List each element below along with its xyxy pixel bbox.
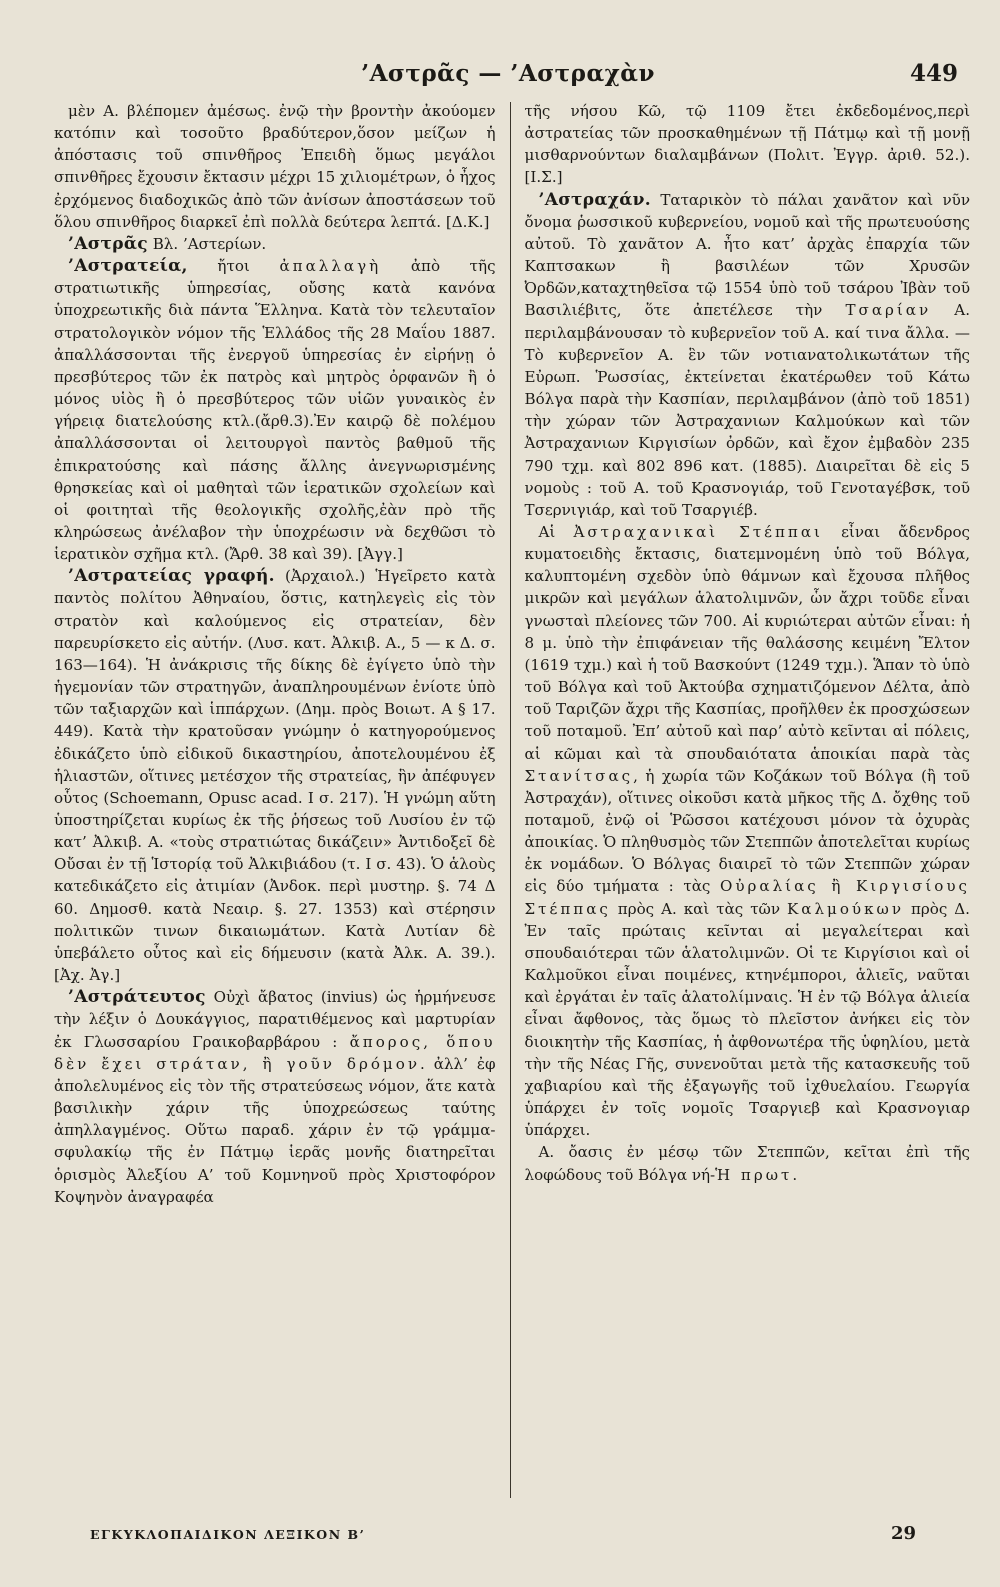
- entry-text: εἶναι ἄδενδρος κυματοειδὴς ἔκτασις, διατεμνομένη ὑπὸ τοῦ Βόλγα, καλυπτομένη σχεδὸν ὑπὸ θάμνων καὶ ἔχουσα πλῆθος μικρῶν καὶ μεγάλων ἁλατολιμνῶν, ὧν ἄχρι τοῦδε εἶναι γνωσταὶ πλείονες τῶν 700. Αἱ κυριώτεραι αὐτῶν εἶναι: ἡ 8 μ. ὑπὸ τὴν ἐπιφάνειαν τῆς θαλάσσης κειμένη Ἔλτον (1619 τχμ.) καὶ ἡ τοῦ Βασκούντ (1249 τχμ.). Ἅπαν τὸ ὑπὸ τοῦ Βόλγα καὶ τοῦ Ἀκτούβα σχηματιζόμενον Δέλτα, ἀπὸ τοῦ Ταριζῶν ἄχρι τῆς Κασπίας, προῆλθεν ἐκ προσχώσεων τοῦ ποταμοῦ. Ἐπ’ αὐτοῦ καὶ παρ’ αὐτὸ κεῖνται αἱ πόλεις, αἱ κῶμαι καὶ τὰ σπουδαιότατα ἁποικίαι παρὰ τὰς: [524, 522, 970, 763]
- paragraph: [525, 100, 970, 189]
- entry-text: Ταταρικὸν τὸ πάλαι χανᾶτον καὶ νῦν ὄνομα ῥωσσικοῦ κυβερνείου, νομοῦ καὶ τῆς πρωτευούσης αὐτοῦ. Τὸ χανᾶτον Α. ἦτο κατ’ ἀρχὰς ἐπαρχία τῶν Καπτσακων ἢ βασιλέων τῶν Χρυσῶν Ὀρδῶν,καταχτηθεῖσα τῷ 1554 ὑπὸ τοῦ τσάρου Ἰβὰν τοῦ Βασιλιέβιτς, ὅτε ἀπετέλεσε τὴν: [524, 190, 970, 320]
- entry-text: (Ἀρχαιολ.) Ἡγεῖρετο κατὰ παντὸς πολίτου Ἀθηναίου, ὅστις, κατηλεγεὶς εἰς τὸν στρατὸν καὶ καλούμενος εἰς στρατείαν, δὲν παρευρίσκετο εἰς αὐτήν. (Λυσ. κατ. Ἀλκιβ. Α., 5 — κ Δ. σ. 163—164). Ἡ ἀνάκρισις τῆς δίκης δὲ ἐγίγετο ὑπὸ τὴν ἡγεμονίαν τῶν στρατηγῶν, ἀναπληρουμένων ἐνίοτε ὑπὸ τῶν ταξιαρχῶν καὶ ἱππάρχων. (Δημ. πρὸς Βοιωτ. Α § 17. 449). Κατὰ τὴν κρατοῦσαν γνώμην ὁ κατηγορούμενος ἐδικάζετο ὑπὸ εἰδικοῦ δικαστηρίου, ἀποτελουμένου ἐξ ἡλιαστῶν, οἵτινες μετέσχον τῆς στρατείας, ἣν ἀπέφυγεν οὗτος (Schoemann, Opusc acad. I σ. 217). Ἡ γνώμη αὕτη ὑποστηρίζεται κυρίως ἐκ τῆς ῥήσεως τοῦ Λυσίου ἐν τῷ κατ’ Ἀλκιβ. Α. «τοὺς στρατιώτας δικάζειν» Ἀντιδοξεῖ δὲ Οὔσαι ἐν τῇ Ἱστορίᾳ τοῦ Ἀλκιβιάδου (τ. Ι σ. 43). Ὁ ἁλοὺς κατεδικάζετο εἰς ἀτιμίαν (Ἀνδοκ. περὶ μυστηρ. §. 74 Δ 60. Δημοσθ. κατὰ Νεαιρ. §. 27. 1353) καὶ στέρησιν πολιτικῶν τινων δικαιωμάτων. Κατὰ Λυτίαν δὲ ὑπεβάλετο οὗτος καὶ εἰς δήμευσιν (κατὰ Ἀλκ. Α. 39.). [Ἀχ. Ἀγ.]: [54, 567, 496, 985]
- paragraph: [54, 233, 496, 255]
- paragraph: [525, 189, 970, 521]
- entry-headword: ’Αστρᾶς: [68, 233, 148, 254]
- entry-text: , ἡ χωρία τῶν Κοζάκων τοῦ Βόλγα (ἢ τοῦ Ἀστραχάν), οἵτινες οἰκοῦσι κατὰ μῆκος τῆς Δ. ὄχθης τοῦ ποταμοῦ, ἐνῷ οἱ Ῥῶσσοι κατέχουσι μόνον τὰ ὀχυρὰς ἀποικίας. Ὁ πληθυσμὸς τῶν Στεππῶν ἀποτελεῖται κυρίως ἐκ νομάδων. Ὁ Βόλγας διαιρεῖ τὸ τῶν Στεππῶν χώραν εἰς δύο τμήματα : τὰς: [524, 766, 970, 896]
- spaced-emphasis: Οὐραλίας ἢ Κιργισίους Στέππας: [524, 877, 970, 918]
- entry-headword: ’Αστρατεία,: [68, 256, 188, 277]
- spaced-emphasis: Ἀστραχανικαὶ Στέππαι: [573, 522, 823, 541]
- entry-text: . ἀλλ’ ἐφ ἀπολελυμένος εἰς τὸν τῆς στρατεύσεως νόμον, ἅτε κατὰ βασιλικὴν χάριν τῆς ὑποχρεώσεως ταύτης ἀπηλλαγμένος. Οὕτω παραδ. χάριν ἐν τῷ γράμμα-σφυλακίῳ τῆς ἐν Πάτμῳ ἱερᾶς μονῆς διατηρεῖται ὁρισμὸς Ἀλεξίου Α’ τοῦ Κομνηνοῦ πρὸς Χριστοφόρον Κοψηνὸν ἀναγραφέα: [54, 1054, 496, 1206]
- entry-text: Αἱ: [538, 522, 574, 541]
- spaced-emphasis: Στανίτσας: [524, 766, 634, 785]
- paragraph: [54, 255, 496, 565]
- running-title: ’Αστρᾶς — ’Αστραχὰν: [361, 60, 655, 87]
- entry-text: Βλ. ’Αστερίων.: [147, 234, 267, 253]
- paragraph: [54, 565, 496, 986]
- entry-text: τῆς νήσου Κῶ, τῷ 1109 ἔτει ἐκδεδομένος,περὶ ἀστρατείας τῶν προσκαθημένων τῇ Πάτμῳ καὶ τῇ μονῇ μισθαρνούντων διαλαμβάνων (Πολιτ. Ἐγγρ. ἀριθ. 52.). [Ι.Σ.]: [524, 102, 970, 187]
- page-header: [54, 60, 962, 94]
- page-footer: [54, 1523, 962, 1555]
- text-columns: [54, 100, 970, 1520]
- right-column: [511, 100, 970, 1520]
- spaced-emphasis: Τσαρίαν: [845, 301, 932, 320]
- entry-headword: ’Αστράτευτος: [68, 987, 206, 1008]
- entry-text: Οὐχὶ ἄβατος (invius) ὡς ἡρμήνευσε τὴν λέξιν ὁ Δουκάγγιος, παρατιθέμενος καὶ μαρτυρίαν ἐκ Γλωσσαρίου Γραικοβαρβάρου :: [54, 988, 496, 1051]
- spaced-emphasis: ἀπαλλαγὴ: [279, 257, 382, 276]
- entry-text: Α. ὄασις ἐν μέσῳ τῶν Στεππῶν, κεῖται ἐπὶ τῆς λοφώδους τοῦ Βόλγα νή-: [524, 1143, 970, 1184]
- entry-text: πρὸς Α. καὶ τὰς τῶν: [610, 899, 787, 918]
- entry-headword: ’Αστραχάν.: [538, 189, 651, 210]
- spaced-emphasis: Ἡ πρωτ.: [715, 1165, 801, 1184]
- entry-text: ἤτοι: [187, 257, 280, 276]
- entry-text: Α. περιλαμβάνουσαν τὸ κυβερνεῖον τοῦ Α. καί τινα ἄλλα. —Τὸ κυβερνεῖον Α. ἓν τῶν νοτιανατολικωτάτων τῆς Εὐρωπ. Ῥωσσίας, ἐκτείνεται ἑκατέρωθεν τοῦ Κάτω Βόλγα παρὰ τὴν Κασπίαν, περιλαμβάνον (ἀπὸ τοῦ 1851) τὴν χώραν τῶν Ἀστραχανιων Καλμούκων καὶ τῶν Ἀστραχανιων Κιργισίων ὀρδῶν, καὶ ἔχον ἐμβαδὸν 235 790 τχμ. καὶ 802 896 κατ. (1885). Διαιρεῖται δὲ εἰς 5 νομοὺς : τοῦ Α. τοῦ Κρασνογιάρ, τοῦ Γενοταγέβσκ, τοῦ Τσερνιγιάρ, καὶ τοῦ Τσαργιέβ.: [524, 301, 970, 519]
- entry-headword: ’Αστρατείας γραφή.: [68, 566, 275, 587]
- paragraph: [525, 521, 970, 1141]
- paragraph: [525, 1141, 970, 1185]
- page-number: 449: [909, 60, 958, 87]
- left-column: [54, 100, 510, 1520]
- footer-signature: ΕΓΚΥΚΛΟΠΑΙΔΙΚΟΝ ΛΕΞΙΚΟΝ Β’: [90, 1527, 366, 1542]
- entry-text: ἀπὸ τῆς στρατιωτικῆς ὑπηρεσίας, οὔσης κατὰ κανόνα ὑποχρεωτικῆς διὰ πάντα Ἕλληνα. Κατὰ τὸν τελευταῖον στρατολογικὸν νόμον τῆς Ἑλλάδος τῆς 28 Μαΐου 1887. ἀπαλλάσσονται τῆς ἐνεργοῦ ὑπηρεσίας ἐν εἰρήνῃ ὁ πρεσβύτερος τῶν ἐκ πατρὸς καὶ μητρὸς ὀρφανῶν ἢ ὁ μόνος υἱὸς ἢ ὁ πρεσβύτερος τῶν υἱῶν γυναικὸς ἐν γήρειᾳ διατελούσης κτλ.(ἄρθ.3).Ἐν καιρῷ δὲ πολέμου ἀπαλλάσσονται οἱ λειτουργοὶ παντὸς βαθμοῦ τῆς ἐπικρατούσης καὶ πάσης ἄλλης ἀνεγνωρισμένης θρησκείας καὶ οἱ μαθηταὶ τῶν ἱερατικῶν σχολείων καὶ οἱ φοιτηταὶ τῆς θεολογικῆς σχολῆς,ἐὰν πρὸ τῆς κληρώσεως ἀνέλαβον τὴν ὑποχρέωσιν νὰ δεχθῶσι τὸ ἱερατικὸν σχῆμα κτλ. (Ἄρθ. 38 καὶ 39). [Ἀγγ.]: [54, 257, 496, 564]
- entry-text: πρὸς Δ. Ἐν ταῖς πρώταις κεῖνται αἱ μεγαλείτεραι καὶ σπουδαιότεραι τῶν ἁλατολιμνῶν. Οἱ τε Κιργίσιοι καὶ οἱ Καλμοῦκοι εἶναι ποιμένες, κτηνέμποροι, ἁλιεῖς, ναῦται καὶ ἐργάται ἐν ταῖς ἁλατολίμναις. Ἡ ἐν τῷ Βόλγα ἁλιεία εἶναι ἄφθονος, τὰς ὅμως τὸ πλεῖστον ἀνήκει εἰς τὸν διοικητὴν τῆς Κασπίας, ἡ ἀφθονωτέρα τῆς ὑφηλίου, μετὰ τὴν τῆς Νέας Γῆς, συνενοῦται μετὰ τῆς κατασκευῆς τοῦ χαβιαρίου καὶ τῆς ἐξαγωγῆς τοῦ ἰχθυελαίου. Γεωργία ὑπάρχει ἐν τοῖς νομοῖς Τσαργιεβ καὶ Κρασνογιαρ ὑπάρχει.: [524, 899, 970, 1140]
- entry-text: μὲν Α. βλέπομεν ἀμέσως. ἐνῷ τὴν βροντὴν ἀκούομεν κατόπιν καὶ τοσοῦτο βραδύτερον,ὅσον μείζων ἡ ἀπόστασις τοῦ σπινθῆρος Ἐπειδὴ ὅμως μεγάλοι σπινθῆρες ἔχουσιν ἔκτασιν μέχρι 15 χιλιομέτρων, ὁ ἦχος ἐρχόμενος διαδοχικῶς ἀπὸ τῶν ἀνίσων ἀποστάσεων τοῦ ὅλου σπινθῆρος διαρκεῖ ἐπὶ πολλὰ δεύτερα λεπτά. [Δ.Κ.]: [54, 102, 496, 231]
- spaced-emphasis: ἄπορος, ὅπου δὲν ἔχει στράταν, ἢ γοῦν δρόμον: [54, 1032, 496, 1073]
- paragraph: [54, 986, 496, 1208]
- sheet-number: 29: [890, 1523, 916, 1544]
- spaced-emphasis: Καλμούκων: [787, 899, 905, 918]
- paragraph: [54, 100, 496, 233]
